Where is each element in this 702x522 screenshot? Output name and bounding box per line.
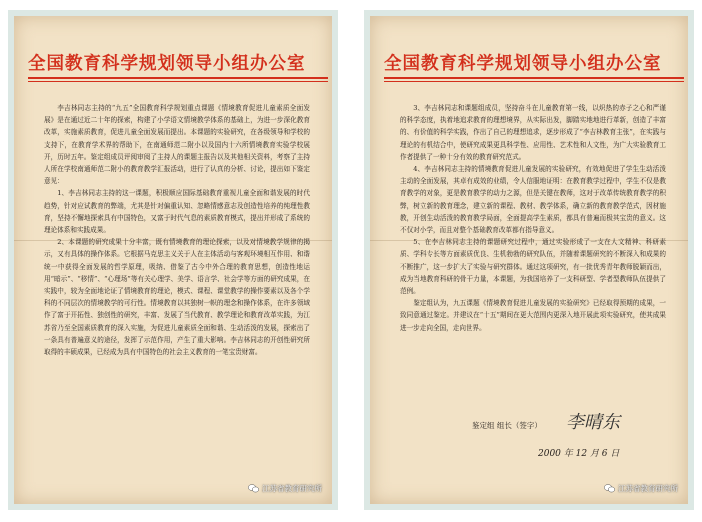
handwritten-signature: 李晴东 — [566, 412, 620, 433]
watermark — [248, 483, 322, 494]
wechat-icon — [248, 484, 259, 493]
watermark-text: 江苏省教育研究所 — [262, 484, 322, 493]
watermark — [604, 483, 678, 494]
letterhead-rule — [384, 77, 684, 79]
paragraph-3: 3、李吉林同志和课题组成员，坚持奋斗在儿童教育第一线，以炽热的赤子之心和严谨的科学态度，执着地追求教育的理想境界，从实际出发，脚踏实地地进行革新，创造了丰富的、有价值的科学实践，作出了自己的理想追求，逐步形成了“李吉林教育主张”，在实践与理论的有机结合中，使研究成果更具科学性、应用性、艺术性和人文性，为广大实验教育工作者提供了一种十分有效的教育研究范式。 — [400, 104, 666, 161]
paragraph-conclusion: 鉴定组认为，九五课题《情境教育促进儿童发展的实验研究》已经取得预期的成果，一致同意通过鉴定。并建议在“十五”期间在更大范围内更深入地开展此项实验研究，使其成果进一步走向全国，走向世界。 — [400, 299, 666, 332]
letterhead-rule-thin — [28, 81, 328, 82]
paragraph-intro: 李吉林同志主持的“九五”全国教育科学规划重点课题《情境教育促进儿童素质全面发展》是在通过近二十年的探索，构建了小学语文情境教学体系的基础上，为进一步深化教育改革，实施素质教育，促进儿童全面发展而提出。本课题的实验研究，在各级领导和学校的支持下，在教育学术界的帮助下，在南通师范二附小以及国内十六所情境教育实验学校展开，历时五年。鉴定组成员评阅审阅了主持人的课题主报告以及其他相关资料，考察了主持人所在学校南通师范二附小的教育教学汇报活动，进行了认真的分析、讨论，提出如下鉴定意见： — [44, 104, 310, 186]
right-document-page — [370, 16, 688, 504]
right-page-body — [400, 102, 666, 334]
signature-label: 鉴定组 组长（签字） — [472, 421, 542, 430]
letterhead-rule — [28, 77, 328, 79]
signature-date: 2000 年 12 月 6 日 — [538, 449, 620, 459]
letterhead-rule-thin — [384, 81, 684, 82]
signature-block — [370, 404, 688, 464]
letterhead-title: 全国教育科学规划领导小组办公室 — [384, 54, 662, 74]
paragraph-4: 4、李吉林同志主持的情境教育促进儿童发展的实验研究，有效地促进了学生生动活泼主动的全面发展，其卓有成效的业绩，令人信服地证明：在教育教学过程中，学生不仅是教育教学的对象，更是教育教学的动力之源，但是关键在教师，这对于改革传统教育教学的积弊，树立新的教育理念，建立新的课程、教材、教学体系，确立新的教育教学范式，因材施教，开创生动活泼的教育教学局面，全面提高学生素质，都具有普遍而极其宝贵的意义。这不仅对小学，而且对整个基础教育改革都有指导意义。 — [400, 165, 666, 235]
paragraph-1: 1、李吉林同志主持的这一课题，积极顺应国际基础教育重视儿童全面和谐发展的时代趋势，针对应试教育的弊端，尤其是针对偏重认知、忽略情感意志及创造性培养的纯理性教育，坚持不懈地探索具有中国特色，又富于时代气息的素质教育模式，提出并形成了系统的理论体系和实践成果。 — [44, 189, 310, 235]
left-page-body — [44, 102, 310, 358]
wechat-icon — [604, 484, 615, 493]
paragraph-2: 2、本课题的研究成果十分丰富，既有情境教育的理论探索，以及对情境教学规律的揭示，又有具体的操作体系。它根据马克思主义关于人在主体活动与客观环境相互作用、和谐统一中获得全面发展的哲学原理，吸纳、借鉴了古今中外合理的教育思想，创造性地运用“暗示”、“移情”、“心理场”等有关心理学、美学、语言学、社会学等方面的研究成果，在实践中，较为全面地论证了情境教育的理论，模式、课程、课堂教学的操作要素以及各个学科的不同层次的情境教学的可行性。情境教育以其独树一帜的理念和操作体系，在许多领域作了富于开拓性、独创性的研究，丰富、发展了当代教育、教学理论和教育改革实践，为江苏省乃至全国素质教育的深入实施，为促进儿童素质全面和谐、生动活泼的发展，探索出了一条具有普遍意义的途径，发挥了示范作用，产生了重大影响。李吉林同志的开创性研究所取得的丰硕成果，已经成为具有中国特色的社会主义教育的一笔宝贵财富。 — [44, 238, 310, 357]
left-document-page — [14, 16, 332, 504]
right-document-frame — [364, 10, 694, 510]
left-document-frame — [8, 10, 338, 510]
paragraph-5: 5、在李吉林同志主持的课题研究过程中，通过实验形成了一支在人文精神、科研素质、学科专长等方面素质优良、生机勃勃的研究队伍，并随着课题研究的不断深入和成果的不断推广，这一步扩大了实验与研究群体。通过这项研究，有一批优秀青年教师脱颖而出，成为当地教育科研的骨干力量，本课题，为我国培养了一支科研型、学者型教师队伍提供了范例。 — [400, 238, 666, 296]
watermark-text: 江苏省教育研究所 — [618, 484, 678, 493]
letterhead-title: 全国教育科学规划领导小组办公室 — [28, 54, 306, 74]
